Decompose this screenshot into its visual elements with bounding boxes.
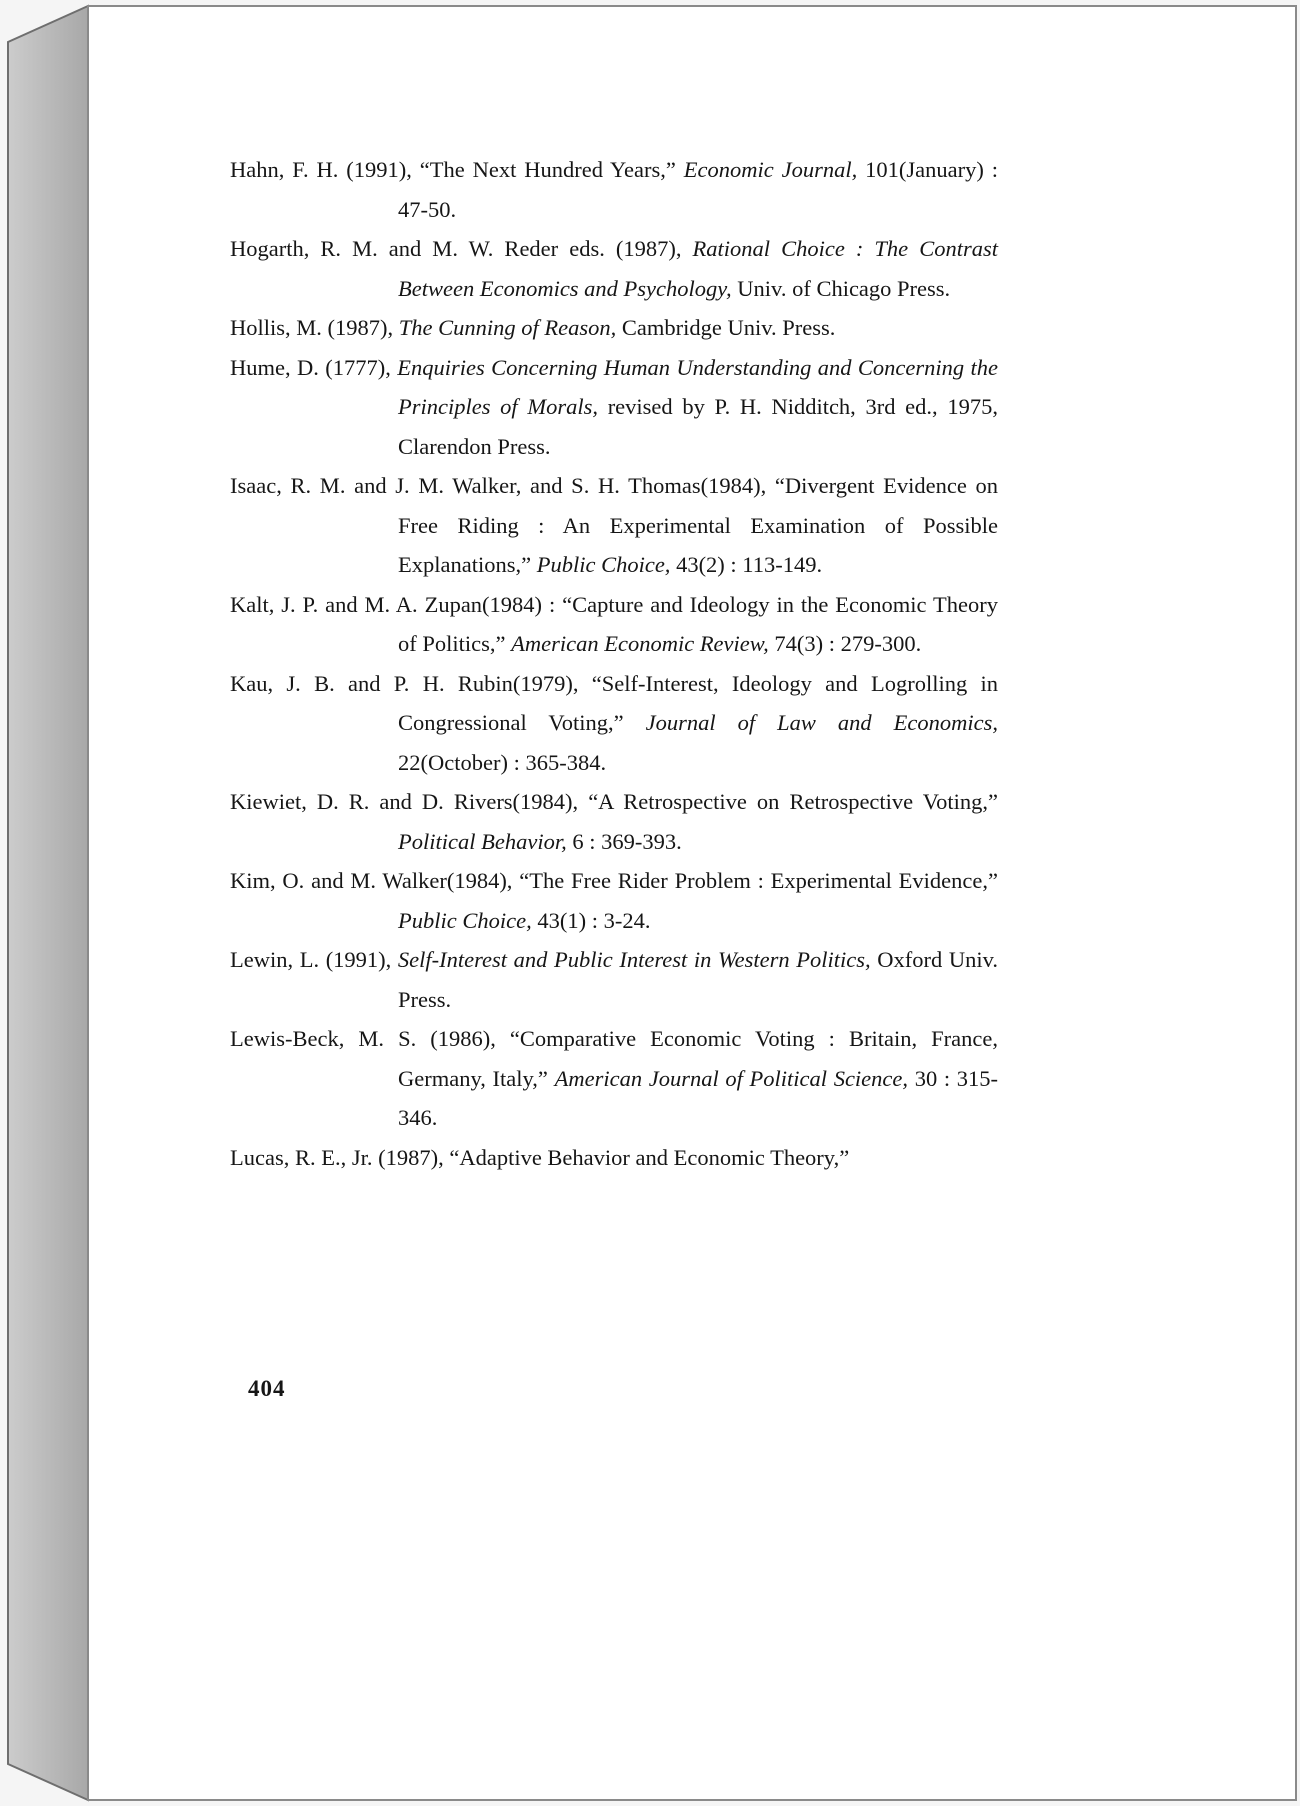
reference-title-italic: Public Choice,: [536, 552, 671, 577]
page-number: 404: [248, 1376, 286, 1401]
reference-text: revised by P. H. Nidditch, 3rd ed., 1975, Clarendon Press.: [398, 394, 998, 459]
reference-title-italic: Economic Journal,: [683, 157, 858, 182]
reference-entry: [230, 940, 998, 1019]
reference-title-italic: Rational Choice : The Contrast Between Economics and Psychology,: [398, 236, 998, 301]
reference-entry: [230, 782, 998, 861]
reference-text: Cambridge Univ. Press.: [616, 315, 836, 340]
reference-text: 101(January) : 47-50.: [398, 157, 998, 222]
reference-entry: [230, 229, 998, 308]
reference-entry: [230, 308, 998, 348]
reference-entry: [230, 1019, 998, 1138]
reference-entry: [230, 466, 998, 585]
reference-text: Hogarth, R. M. and M. W. Reder eds. (1987),: [230, 236, 693, 261]
reference-entry: [230, 664, 998, 783]
reference-title-italic: Public Choice,: [398, 907, 532, 933]
reference-text: Lucas, R. E., Jr. (1987), “Adaptive Behavior and Economic Theory,”: [230, 1144, 850, 1170]
references-list: [230, 150, 998, 1177]
reference-entry: [230, 150, 998, 229]
reference-text: Lewin, L. (1991),: [230, 947, 398, 972]
reference-text: 30 : 315-346.: [398, 1065, 999, 1130]
book-spine: [8, 6, 88, 1800]
reference-entry: [230, 348, 998, 467]
reference-text: Isaac, R. M. and J. M. Walker, and S. H. Thomas(1984), “Divergent Evidence on Free Riding : An Experimental Examination of Possible Explanations,”: [230, 473, 998, 577]
reference-entry: [230, 861, 998, 940]
reference-text: 22(October) : 365-384.: [398, 749, 607, 775]
reference-title-italic: Political Behavior,: [398, 828, 567, 854]
reference-title-italic: Self-Interest and Public Interest in Western Politics,: [397, 947, 871, 972]
reference-text: Hume, D. (1777),: [230, 354, 398, 380]
reference-text: Hollis, M. (1987),: [230, 315, 399, 340]
reference-text: Kiewiet, D. R. and D. Rivers(1984), “A Retrospective on Retrospective Voting,”: [230, 789, 998, 814]
reference-text: 74(3) : 279-300.: [768, 631, 922, 656]
reference-text: 43(1) : 3-24.: [531, 907, 651, 933]
reference-text: Oxford Univ. Press.: [398, 947, 998, 1012]
reference-text: Lewis-Beck, M. S. (1986), “Comparative Economic Voting : Britain, France, Germany, Italy,”: [230, 1026, 998, 1091]
reference-text: Kalt, J. P. and M. A. Zupan(1984) : “Capture and Ideology in the Economic Theory of Politics,”: [230, 591, 998, 656]
reference-text: 6 : 369-393.: [566, 828, 682, 854]
reference-text: Hahn, F. H. (1991), “The Next Hundred Years,”: [230, 157, 684, 182]
reference-entry: [230, 1138, 998, 1178]
reference-entry: [230, 585, 998, 664]
reference-title-italic: American Economic Review,: [511, 631, 769, 656]
reference-text: Kim, O. and M. Walker(1984), “The Free Rider Problem : Experimental Evidence,”: [230, 868, 998, 893]
reference-text: 43(2) : 113-149.: [670, 552, 823, 577]
reference-title-italic: Journal of Law and Economics,: [645, 710, 998, 735]
reference-title-italic: American Journal of Political Science,: [554, 1065, 909, 1091]
reference-title-italic: Enquiries Concerning Human Understanding and Concerning the Principles of Morals,: [397, 354, 998, 419]
reference-text: Univ. of Chicago Press.: [731, 275, 951, 301]
reference-title-italic: The Cunning of Reason,: [398, 315, 617, 340]
reference-text: Kau, J. B. and P. H. Rubin(1979), “Self-Interest, Ideology and Logrolling in Congressional Voting,”: [230, 670, 998, 735]
